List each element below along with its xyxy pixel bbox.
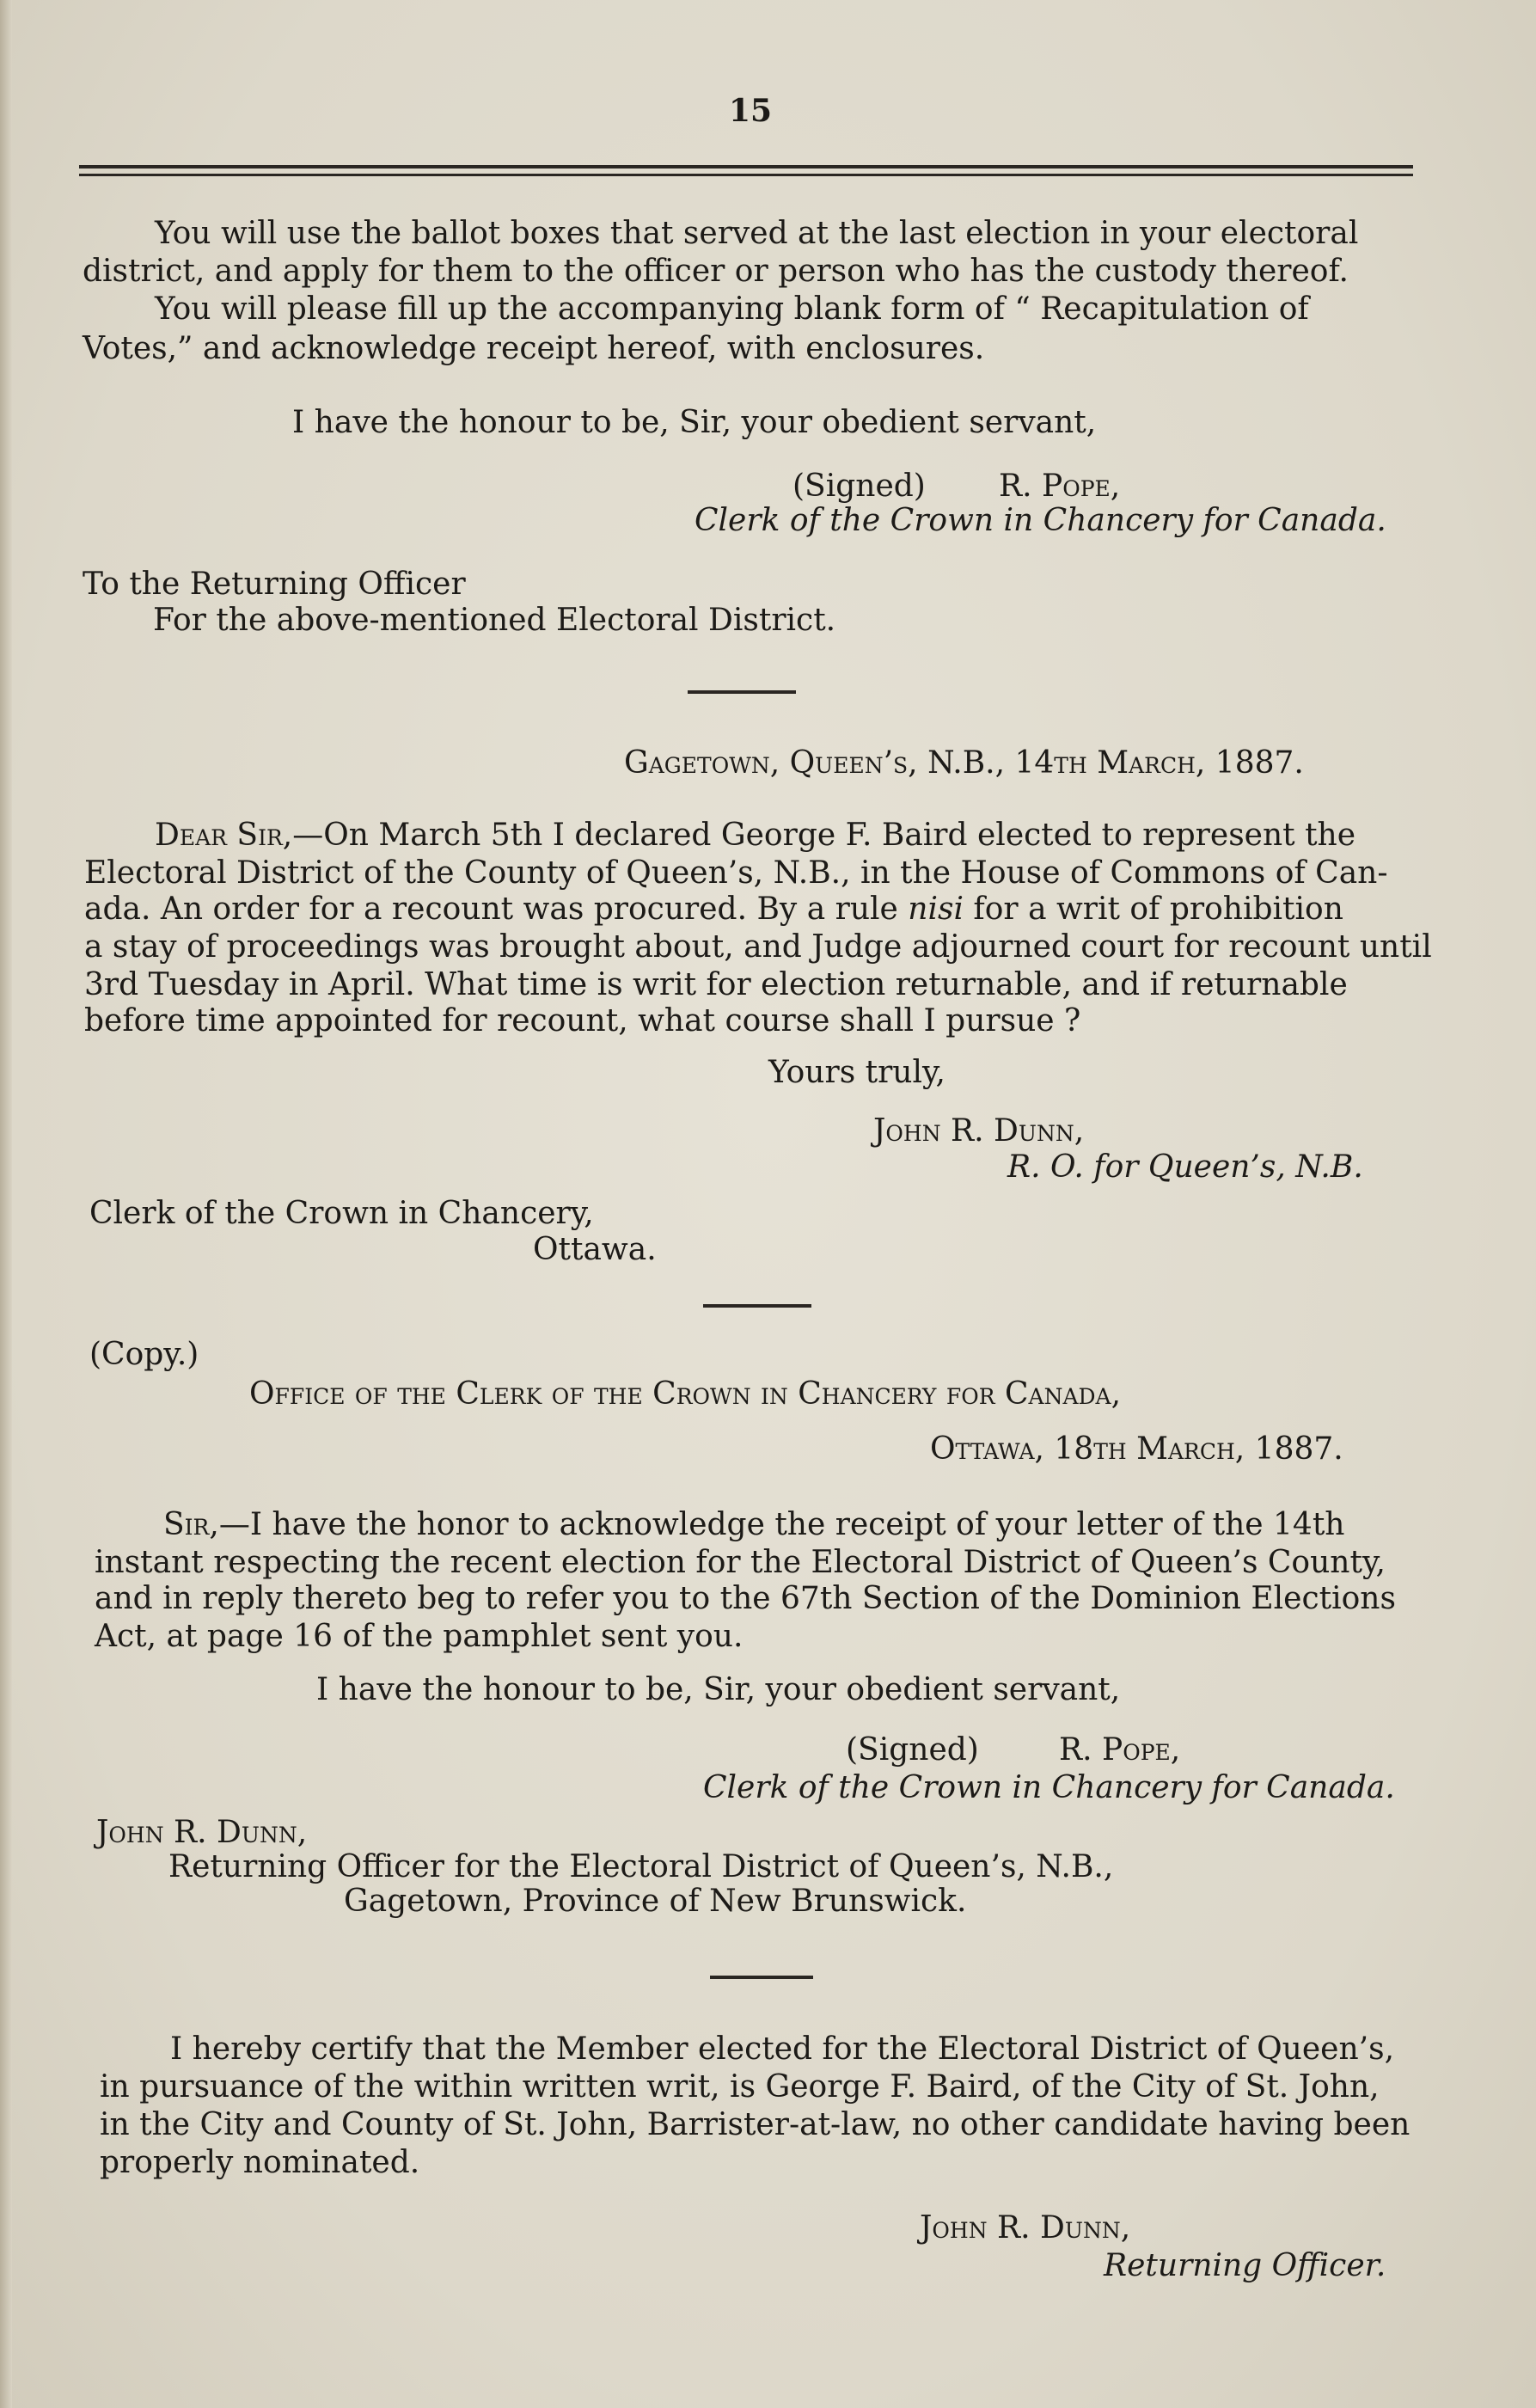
letter3-salutation: Sir,	[163, 1507, 219, 1542]
letter3-line2: instant respecting the recent election for the Electoral District of Queen’s County,	[95, 1545, 1386, 1580]
certificate-line2: in pursuance of the within written writ, is George F. Baird, of the City of St. John,	[100, 2069, 1380, 2105]
letter1-closing: I have the honour to be, Sir, your obedient servant,	[292, 405, 1097, 440]
letter2-addressee-line1: Clerk of the Crown in Chancery,	[89, 1196, 594, 1231]
letter2-line1-text: —On March 5th I declared George F. Baird elected to represent the	[292, 818, 1356, 853]
letter3-addressee-line3: Gagetown, Province of New Brunswick.	[344, 1884, 967, 1919]
letter1-para2-line2: Votes,” and acknowledge receipt hereof, with enclosures.	[83, 331, 985, 366]
page-spine-shadow	[0, 0, 12, 2408]
letter3-signer: R. Pope,	[1059, 1732, 1181, 1768]
letter3-addressee-line2: Returning Officer for the Electoral District of Queen’s, N.B.,	[168, 1849, 1114, 1884]
letter2-line6: before time appointed for recount, what course shall I pursue ?	[84, 1003, 1081, 1039]
letter3-copy-label: (Copy.)	[89, 1337, 199, 1372]
letter2-line3-text: ada. An order for a recount was procured. By a rule	[84, 892, 898, 927]
section-divider-2	[703, 1304, 811, 1308]
letter3-line1-text: —I have the honor to acknowledge the receipt of your letter of the 14th	[218, 1507, 1345, 1542]
letter2-salutation: Dear Sir,	[155, 818, 293, 853]
certificate-line3: in the City and County of St. John, Barrister-at-law, no other candidate having been	[100, 2107, 1411, 2142]
letter1-para2-line1: You will please fill up the accompanying blank form of “ Recapitulation of	[155, 291, 1309, 327]
certificate-signer-title: Returning Officer.	[1104, 2248, 1386, 2283]
letter2-signer-title: R. O. for Queen’s, N.B.	[1007, 1149, 1363, 1185]
letter1-addressee-line1: To the Returning Officer	[83, 567, 466, 602]
letter1-signed: (Signed)	[792, 469, 926, 504]
letter2-line1	[155, 817, 1355, 855]
letter2-nisi: nisi	[908, 892, 964, 927]
letter2-line2: Electoral District of the County of Queen’s, N.B., in the House of Commons of Can-	[84, 855, 1388, 891]
letter2-line3	[84, 891, 1343, 928]
letter3-line4: Act, at page 16 of the pamphlet sent you.	[95, 1619, 744, 1654]
header-rule-bottom	[79, 174, 1413, 176]
letter3-place-date: Ottawa, 18th March, 1887.	[930, 1431, 1343, 1467]
letter3-closing: I have the honour to be, Sir, your obedient servant,	[316, 1672, 1121, 1707]
letter2-signer: John R. Dunn,	[873, 1113, 1085, 1149]
letter2-line5: 3rd Tuesday in April. What time is writ for election returnable, and if returnable	[84, 967, 1348, 1002]
certificate-line1: I hereby certify that the Member elected for the Electoral District of Queen’s,	[170, 2031, 1395, 2067]
certificate-line4: properly nominated.	[100, 2145, 420, 2180]
letter2-place-date: Gagetown, Queen’s, N.B., 14th March, 1887.	[624, 745, 1304, 781]
letter3-signed: (Signed)	[846, 1732, 979, 1768]
letter1-para1-line1: You will use the ballot boxes that served at the last election in your electoral	[155, 216, 1359, 251]
letter1-addressee-line2: For the above-mentioned Electoral District.	[153, 603, 836, 638]
letter3-line3: and in reply thereto beg to refer you to the 67th Section of the Dominion Elections	[95, 1581, 1396, 1616]
letter3-office-heading: Office of the Clerk of the Crown in Chancery for Canada,	[249, 1376, 1122, 1412]
section-divider-3	[710, 1976, 813, 1979]
letter2-line4: a stay of proceedings was brought about, and Judge adjourned court for recount until	[84, 929, 1432, 965]
letter2-addressee-line2: Ottawa.	[533, 1232, 657, 1267]
page-number: 15	[729, 93, 773, 129]
letter3-line1	[163, 1506, 1345, 1544]
certificate-signer: John R. Dunn,	[920, 2210, 1131, 2246]
letter1-signer: R. Pope,	[999, 469, 1121, 504]
section-divider-1	[688, 690, 796, 694]
letter2-line3-tail: for a writ of prohibition	[973, 892, 1343, 927]
letter1-signer-title: Clerk of the Crown in Chancery for Canada.	[695, 503, 1386, 538]
header-rule-top	[79, 165, 1413, 168]
letter3-addressee-line1: John R. Dunn,	[96, 1815, 308, 1850]
letter1-para1-line2: district, and apply for them to the officer or person who has the custody thereof.	[83, 254, 1349, 289]
letter2-closing: Yours truly,	[768, 1055, 945, 1090]
letter3-signer-title: Clerk of the Crown in Chancery for Canada.	[703, 1770, 1395, 1805]
